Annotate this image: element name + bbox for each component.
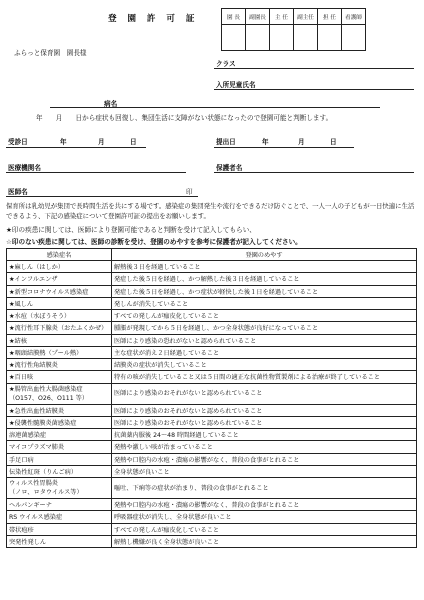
table-row	[7, 478, 417, 499]
criteria-cell: 呼吸器症状が消失し、全身状態が良いこと	[112, 511, 417, 523]
disease-name-cell: ★麻しん（はしか）	[7, 261, 112, 273]
approval-stamp-grid	[221, 8, 366, 51]
class-label: クラス	[216, 60, 236, 68]
visit-date-field[interactable]	[6, 147, 146, 148]
table-row	[7, 297, 417, 309]
note-unstarred: ☆印のない疾患に関しては、医師の診断を受け、登園のめやすを参考に保護者が記入してください。	[6, 238, 302, 246]
criteria-cell: 発しんが消失していること	[112, 297, 417, 309]
disease-name-cell: ★百日咳	[7, 371, 112, 383]
note-starred: ★印の疾患に関しては、医師により登園可能であると判断を受けて記入してもらい、	[6, 226, 256, 234]
criteria-cell: 医師により感染のおそれがないと認められていること	[112, 383, 417, 404]
table-row	[7, 261, 417, 273]
stamp-header: 主 任	[270, 9, 294, 25]
criteria-cell: 発熱や激しい咳が治まっていること	[112, 441, 417, 453]
visit-day: 日	[130, 138, 137, 146]
guardian-label: 保護者名	[216, 164, 243, 172]
criteria-cell: 主な症状が消え２日経過していること	[112, 346, 417, 358]
table-row	[7, 416, 417, 428]
seal-mark: 印	[186, 188, 193, 196]
visit-date-label: 受診日	[8, 138, 28, 146]
disease-name-cell: ★風しん	[7, 297, 112, 309]
class-field[interactable]	[214, 68, 414, 69]
table-row	[7, 511, 417, 523]
criteria-cell: 発熱や口腔内の水疱・潰瘍の影響がなく、普段の食事がとれること	[112, 453, 417, 465]
table-row	[7, 334, 417, 346]
table-row	[7, 273, 417, 285]
table-row	[7, 371, 417, 383]
criteria-cell: 解熱し機嫌が良く全身状態が良いこと	[112, 535, 417, 547]
criteria-cell: 解熱後３日を経過していること	[112, 261, 417, 273]
criteria-cell: 結膜炎の症状が消失していること	[112, 359, 417, 371]
stamp-box[interactable]	[318, 25, 342, 51]
table-row	[7, 285, 417, 297]
stamp-box[interactable]	[294, 25, 318, 51]
table-row	[7, 346, 417, 358]
stamp-box[interactable]	[222, 25, 246, 51]
disease-name-cell: ★結核	[7, 334, 112, 346]
table-row	[7, 359, 417, 371]
stamp-box[interactable]	[270, 25, 294, 51]
stamp-box[interactable]	[342, 25, 366, 51]
submit-day: 日	[330, 138, 337, 146]
disease-name-cell: 手足口病	[7, 453, 112, 465]
disease-name-cell: 伝染性紅斑（りんご病）	[7, 465, 112, 477]
table-row	[7, 404, 417, 416]
criteria-cell: 抗菌薬内服後 24～48 時間経過していること	[112, 429, 417, 441]
stamp-header: 副園長	[246, 9, 270, 25]
disease-name-cell: ヘルパンギーナ	[7, 499, 112, 511]
criteria-cell: 全身状態が良いこと	[112, 465, 417, 477]
stamp-header: 担 任	[318, 9, 342, 25]
disease-name-cell: RS ウイルス感染症	[7, 511, 112, 523]
criteria-cell: すべての発しんが痂皮化していること	[112, 310, 417, 322]
visit-month: 月	[98, 138, 105, 146]
visit-year: 年	[60, 138, 67, 146]
child-name-label: 入所児童氏名	[216, 81, 256, 89]
disease-field[interactable]	[50, 107, 380, 108]
disease-name-cell: ★侵襲性髄膜炎菌感染症	[7, 416, 112, 428]
stamp-header: 副主任	[294, 9, 318, 25]
table-row	[7, 441, 417, 453]
table-row	[7, 310, 417, 322]
column-header-disease: 感染症名	[7, 249, 112, 261]
doctor-field[interactable]	[6, 196, 198, 197]
doctor-label: 医師名	[8, 188, 28, 196]
column-header-criteria: 登園のめやす	[112, 249, 417, 261]
disease-label: 病名	[104, 100, 118, 108]
criteria-cell: 嘔吐、下痢等の症状が治まり、普段の食事がとれること	[112, 478, 417, 499]
criteria-cell: すべての発しんが痂皮化していること	[112, 523, 417, 535]
disease-name-cell: ★インフルエンザ	[7, 273, 112, 285]
criteria-cell: 腫脹が発現してから５日を経過し、かつ全身状態が良好になっていること	[112, 322, 417, 334]
intro-paragraph: 保育所は乳幼児が集団で長時間生活を共にする場です。感染症の集団発生や流行をできるだけ防ぐことで、一人一人の子どもが一日快適に生活できるよう、下記の感染症について登園許可証の提出をお願いします。	[6, 202, 415, 220]
submit-date-field[interactable]	[214, 147, 354, 148]
table-row	[7, 499, 417, 511]
disease-name-cell: ★新型コロナウイルス感染症	[7, 285, 112, 297]
disease-name-cell: 突発性発しん	[7, 535, 112, 547]
child-name-field[interactable]	[214, 89, 414, 90]
clinic-label: 医療機関名	[8, 164, 41, 172]
criteria-cell: 医師により感染のおそれがないと認められていること	[112, 416, 417, 428]
disease-name-cell: ★流行性耳下腺炎（おたふくかぜ）	[7, 322, 112, 334]
disease-name-cell: ★急性出血性結膜炎	[7, 404, 112, 416]
criteria-cell: 医師により感染の恐れがないと認められていること	[112, 334, 417, 346]
criteria-cell: 医師により感染のおそれがないと認められていること	[112, 404, 417, 416]
table-row	[7, 453, 417, 465]
disease-name-cell: ★流行性角結膜炎	[7, 359, 112, 371]
stamp-header: 園 長	[222, 9, 246, 25]
table-row	[7, 429, 417, 441]
stamp-box[interactable]	[246, 25, 270, 51]
disease-name-cell: ウィルス性胃腸炎 （ノロ、ロタウイルス等）	[7, 478, 112, 499]
criteria-cell: 発症した後５日を経過し、かつ症状が軽快した後１日を経過していること	[112, 285, 417, 297]
document-title: 登 園 許 可 証	[108, 14, 199, 24]
disease-name-cell: マイコプラズマ肺炎	[7, 441, 112, 453]
table-row	[7, 465, 417, 477]
disease-name-cell: ★水痘（水ぼうそう）	[7, 310, 112, 322]
table-row	[7, 535, 417, 547]
table-row	[7, 523, 417, 535]
criteria-cell: 特有の咳が消失していること又は５日間の適正な抗菌性物質製剤による治療が終了していること	[112, 371, 417, 383]
stamp-header: 看護師	[342, 9, 366, 25]
table-row	[7, 322, 417, 334]
disease-table	[6, 248, 417, 548]
submit-date-label: 提出日	[216, 138, 236, 146]
disease-name-cell: ★咽頭結膜熱（プール熱）	[7, 346, 112, 358]
table-row	[7, 383, 417, 404]
addressee: ふらっと保育園 園長様	[14, 49, 87, 57]
disease-name-cell: ★腸管出血性大腸菌感染症 （O157、O26、O111 等）	[7, 383, 112, 404]
disease-name-cell: 帯状疱疹	[7, 523, 112, 535]
submit-month: 月	[298, 138, 305, 146]
clinic-field[interactable]	[6, 172, 186, 173]
submit-year: 年	[262, 138, 269, 146]
criteria-cell: 発症した後５日を経過し、かつ解熱した後３日を経過していること	[112, 273, 417, 285]
criteria-cell: 発熱や口腔内の水疱・潰瘍の影響がなく、普段の食事がとれること	[112, 499, 417, 511]
disease-name-cell: 溶連菌感染症	[7, 429, 112, 441]
recovery-statement: 年 月 日から症状も回復し、集団生活に支障がない状態になったので登園可能と判断します。	[36, 114, 333, 122]
guardian-field[interactable]	[214, 172, 414, 173]
